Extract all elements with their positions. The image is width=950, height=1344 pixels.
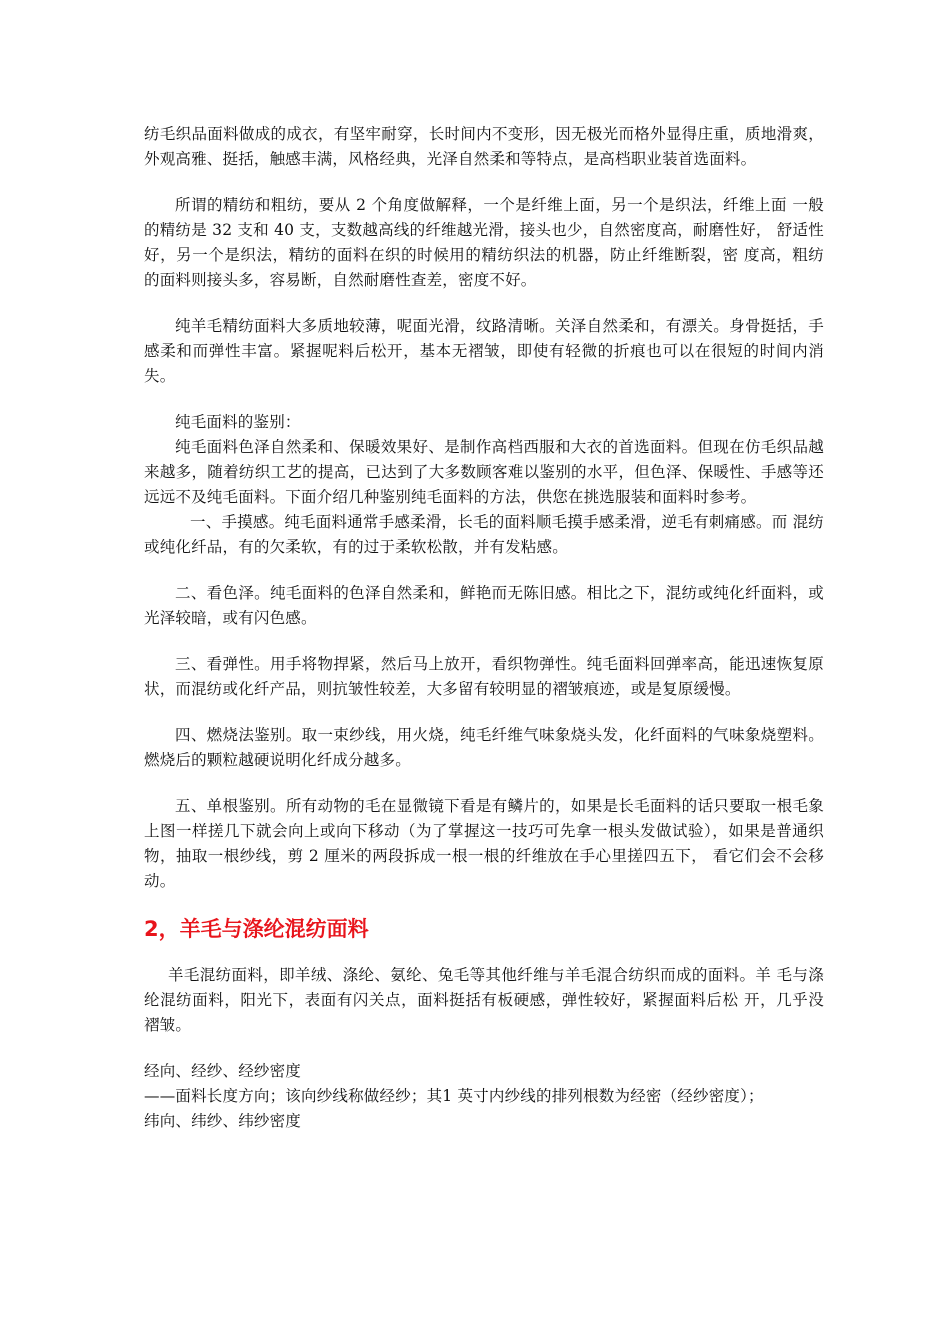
paragraph-worsted-vs-woolen: 所谓的精纺和粗纺，要从 2 个角度做解释，一个是纤维上面，另一个是织法，纤维上面 一般的精纺是 32 支和 40 支，支数越高线的纤维越光滑，接头也少，自然密度高，耐磨性好， 舒适性好，另一个是织法，精纺的面料在织的时候用的精纺织法的机器，防止纤维断裂，密 度高，粗纺的面料则接头多，容易断，自然耐磨性查差，密度不好。 <box>144 196 824 289</box>
paragraph-intro-continuation: 纺毛织品面料做成的成衣，有坚牢耐穿，长时间内不变形，因无极光而格外显得庄重，质地滑爽，外观高雅、挺括，触感丰满，风格经典，光泽自然柔和等特点，是高档职业装首选面料。 <box>144 125 824 168</box>
definition-warp-text: ——面料长度方向；该向纱线称做经纱；其1 英寸内纱线的排列根数为经密（经纱密度）； <box>144 1087 764 1105</box>
paragraph-pure-wool-worsted: 纯羊毛精纺面料大多质地较薄，呢面光滑，纹路清晰。关泽自然柔和，有漂关。身骨挺括，手感柔和而弹性丰富。紧握呢料后松开，基本无褶皱，即使有轻微的折痕也可以在很短的时间内消失。 <box>144 317 824 385</box>
paragraph-wool-blend: 羊毛混纺面料，即羊绒、涤纶、氨纶、兔毛等其他纤维与羊毛混合纺织而成的面料。羊 毛与涤纶混纺面料，阳光下，表面有闪关点，面料挺括有板硬感，弹性较好，紧握面料后松 开，几乎没褶皱。 <box>144 966 824 1034</box>
paragraph-method-color: 二、看色泽。纯毛面料的色泽自然柔和，鲜艳而无陈旧感。相比之下，混纺或纯化纤面料，或光泽较暗，或有闪色感。 <box>144 584 824 627</box>
paragraph-method-elasticity: 三、看弹性。用手将物捍紧，然后马上放开，看织物弹性。纯毛面料回弹率高，能迅速恢复原状，而混纺或化纤产品，则抗皱性较差，大多留有较明显的褶皱痕迹，或是复原缓慢。 <box>144 655 824 698</box>
definition-weft-title: 纬向、纬纱、纬纱密度 <box>144 1112 302 1130</box>
definition-warp-title: 经向、经纱、经纱密度 <box>144 1062 302 1080</box>
document-page <box>144 122 824 1134</box>
paragraph-method-burning: 四、燃烧法鉴别。取一束纱线，用火烧，纯毛纤维气味象烧头发，化纤面料的气味象烧塑料。燃烧后的颗粒越硬说明化纤成分越多。 <box>144 726 824 769</box>
paragraph-method-single-fiber: 五、单根鉴别。所有动物的毛在显微镜下看是有鳞片的，如果是长毛面料的话只要取一根毛象上图一样搓几下就会向上或向下移动（为了掌握这一技巧可先拿一根头发做试验），如果是普通织物，抽取一根纱线，剪 2 厘米的两段拆成一根一根的纤维放在手心里搓四五下， 看它们会不会移动。 <box>144 797 824 890</box>
paragraph-identification-title: 纯毛面料的鉴别： <box>175 413 301 431</box>
section-heading: 2，羊毛与涤纶混纺面料 <box>144 917 369 941</box>
paragraph-method-touch: 一、手摸感。纯毛面料通常手感柔滑，长毛的面料顺毛摸手感柔滑，逆毛有刺痛感。而 混纺或纯化纤品，有的欠柔软，有的过于柔软松散，并有发粘感。 <box>144 513 824 556</box>
paragraph-identification-intro: 纯毛面料色泽自然柔和、保暖效果好、是制作高档西服和大衣的首选面料。但现在仿毛织品越来越多，随着纺织工艺的提高，已达到了大多数顾客难以鉴别的水平，但色泽、保暖性、手感等还远远不及纯毛面料。下面介绍几种鉴别纯毛面料的方法，供您在挑选服装和面料时参考。 <box>144 438 824 506</box>
